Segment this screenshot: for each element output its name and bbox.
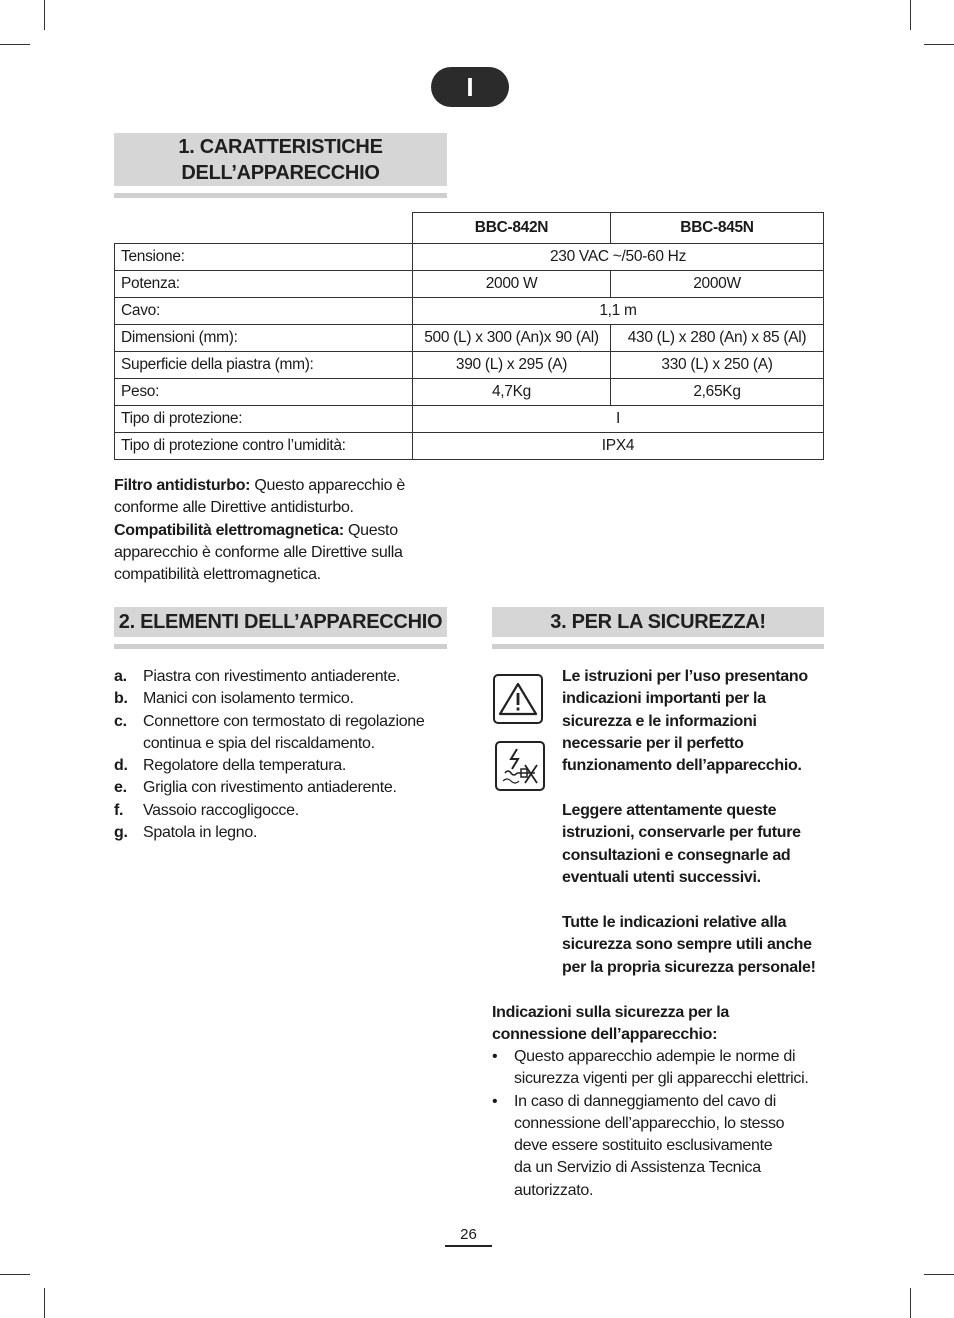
- table-row: [115, 352, 824, 379]
- page-number-rule: [445, 1245, 492, 1247]
- row-value: I: [413, 406, 824, 433]
- row-value: 1,1 m: [413, 298, 824, 325]
- language-badge: I: [431, 67, 509, 107]
- crop-mark: [924, 44, 954, 45]
- row-label: Peso:: [115, 379, 413, 406]
- row-value: 4,7Kg: [413, 379, 611, 406]
- list-item: [114, 755, 454, 777]
- safety-line: indicazioni importanti per la: [562, 690, 766, 708]
- connection-bullets: [492, 1046, 837, 1202]
- compliance-notes: [114, 475, 454, 586]
- section-3-heading: 3. PER LA SICUREZZA!: [492, 607, 824, 637]
- row-value: 2000 W: [413, 271, 611, 298]
- row-value: 330 (L) x 250 (A): [611, 352, 824, 379]
- bullet-text: sicurezza vigenti per gli apparecchi elettrici.: [514, 1070, 809, 1088]
- table-row: [115, 325, 824, 352]
- row-value: 230 VAC ~/50-60 Hz: [413, 244, 824, 271]
- electric-hazard-icon: [495, 741, 545, 791]
- row-value: 2,65Kg: [611, 379, 824, 406]
- item-key: b.: [114, 690, 128, 708]
- item-key: d.: [114, 757, 128, 775]
- safety-line: sicurezza e le informazioni: [562, 712, 757, 730]
- row-label: Tipo di protezione contro l’umidità:: [115, 433, 413, 460]
- warning-triangle-icon: [493, 674, 543, 724]
- crop-mark: [44, 0, 45, 30]
- emc-text: compatibilità elettromagnetica.: [114, 566, 321, 584]
- bullet-text: da un Servizio di Assistenza Tecnica: [514, 1159, 761, 1177]
- safety-line: Leggere attentamente queste: [562, 802, 777, 819]
- section-1-heading: [114, 133, 447, 186]
- list-item: [114, 711, 454, 756]
- list-item: [114, 822, 454, 844]
- safety-line: necessarie per il perfetto: [562, 734, 744, 752]
- item-key: g.: [114, 824, 128, 842]
- row-label: Tipo di protezione:: [115, 406, 413, 433]
- crop-mark: [0, 1274, 30, 1275]
- filter-text: Questo apparecchio è: [250, 477, 405, 494]
- safety-line: Le istruzioni per l’uso presentano: [562, 668, 808, 685]
- table-row: [115, 433, 824, 460]
- crop-mark: [910, 1288, 911, 1318]
- table-row: [115, 244, 824, 271]
- crop-mark: [0, 44, 30, 45]
- emc-label: Compatibilità elettromagnetica:: [114, 521, 344, 539]
- parts-list: [114, 666, 454, 844]
- row-label: Dimensioni (mm):: [115, 325, 413, 352]
- row-label: Potenza:: [115, 271, 413, 298]
- table-header-row: [115, 213, 824, 244]
- item-text: Vassoio raccogligocce.: [143, 801, 299, 819]
- section-2-heading: 2. ELEMENTI DELL’APPARECCHIO: [114, 607, 447, 637]
- list-item: [114, 777, 454, 799]
- heading-line: connessione dell’apparecchio:: [492, 1026, 718, 1044]
- item-key: a.: [114, 668, 127, 685]
- section-1-rule: [114, 193, 447, 198]
- model-header: BBC-842N: [413, 213, 611, 244]
- list-item: [114, 688, 454, 710]
- bullet-icon: •: [492, 1048, 498, 1065]
- crop-mark: [44, 1288, 45, 1318]
- filter-label: Filtro antidisturbo:: [114, 477, 251, 494]
- item-key: f.: [114, 801, 124, 819]
- bullet-text: connessione dell’apparecchio, lo stesso: [514, 1114, 785, 1132]
- table-row: [115, 298, 824, 325]
- item-text: Griglia con rivestimento antiaderente.: [143, 779, 397, 797]
- safety-line: funzionamento dell’apparecchio.: [562, 757, 802, 775]
- table-row: [115, 379, 824, 406]
- crop-mark: [910, 0, 911, 30]
- safety-line: per la propria sicurezza personale!: [562, 958, 816, 976]
- page-number: 26: [460, 1226, 477, 1243]
- row-value: 2000W: [611, 271, 824, 298]
- item-text: Connettore con termostato di regolazione: [143, 712, 425, 730]
- row-value: 500 (L) x 300 (An)x 90 (Al): [413, 325, 611, 352]
- list-item: [492, 1091, 837, 1202]
- section-1-title-line1: 1. CARATTERISTICHE: [178, 135, 383, 158]
- item-text: Manici con isolamento termico.: [143, 690, 354, 708]
- safety-general: [562, 912, 847, 979]
- model-header: BBC-845N: [611, 213, 824, 244]
- section-1-title-line2: DELL’APPARECCHIO: [181, 161, 380, 184]
- safety-line: consultazioni e consegnarle ad: [562, 846, 791, 864]
- item-key: c.: [114, 712, 127, 730]
- safety-line: sicurezza sono sempre utili anche: [562, 936, 812, 954]
- row-label: Superficie della piastra (mm):: [115, 352, 413, 379]
- heading-line: Indicazioni sulla sicurezza per la: [492, 1004, 729, 1021]
- table-row: [115, 271, 824, 298]
- bullet-icon: •: [492, 1092, 498, 1110]
- safety-read-carefully: [562, 800, 842, 889]
- list-item: [114, 800, 454, 822]
- safety-line: Tutte le indicazioni relative alla: [562, 914, 787, 931]
- item-text: Spatola in legno.: [143, 824, 258, 842]
- list-item: [114, 666, 454, 688]
- emc-text: apparecchio è conforme alle Direttive sulla: [114, 543, 403, 561]
- safety-line: istruzioni, conservarle per future: [562, 824, 801, 842]
- emc-text: Questo: [343, 521, 398, 539]
- bullet-text: autorizzato.: [514, 1181, 594, 1199]
- row-value: 430 (L) x 280 (An) x 85 (Al): [611, 325, 824, 352]
- item-text: Regolatore della temperatura.: [143, 757, 346, 775]
- filter-text: conforme alle Direttive antidisturbo.: [114, 499, 354, 517]
- bullet-text: In caso di danneggiamento del cavo di: [514, 1092, 776, 1110]
- item-text: Piastra con rivestimento antiaderente.: [143, 668, 401, 685]
- bullet-text: deve essere sostituito esclusivamente: [514, 1137, 773, 1155]
- item-text: continua e spia del riscaldamento.: [143, 734, 375, 752]
- list-item: [492, 1046, 837, 1091]
- row-value: 390 (L) x 295 (A): [413, 352, 611, 379]
- connection-heading: [492, 1002, 832, 1047]
- bullet-text: Questo apparecchio adempie le norme di: [514, 1048, 796, 1065]
- row-value: IPX4: [413, 433, 824, 460]
- safety-line: eventuali utenti successivi.: [562, 868, 761, 886]
- spec-table: [114, 212, 824, 460]
- safety-intro: [562, 666, 842, 777]
- item-key: e.: [114, 779, 127, 797]
- section-2-rule: [114, 644, 447, 649]
- row-label: Tensione:: [115, 244, 413, 271]
- crop-mark: [924, 1274, 954, 1275]
- table-corner: [115, 213, 413, 244]
- row-label: Cavo:: [115, 298, 413, 325]
- section-3-rule: [492, 644, 824, 649]
- table-row: [115, 406, 824, 433]
